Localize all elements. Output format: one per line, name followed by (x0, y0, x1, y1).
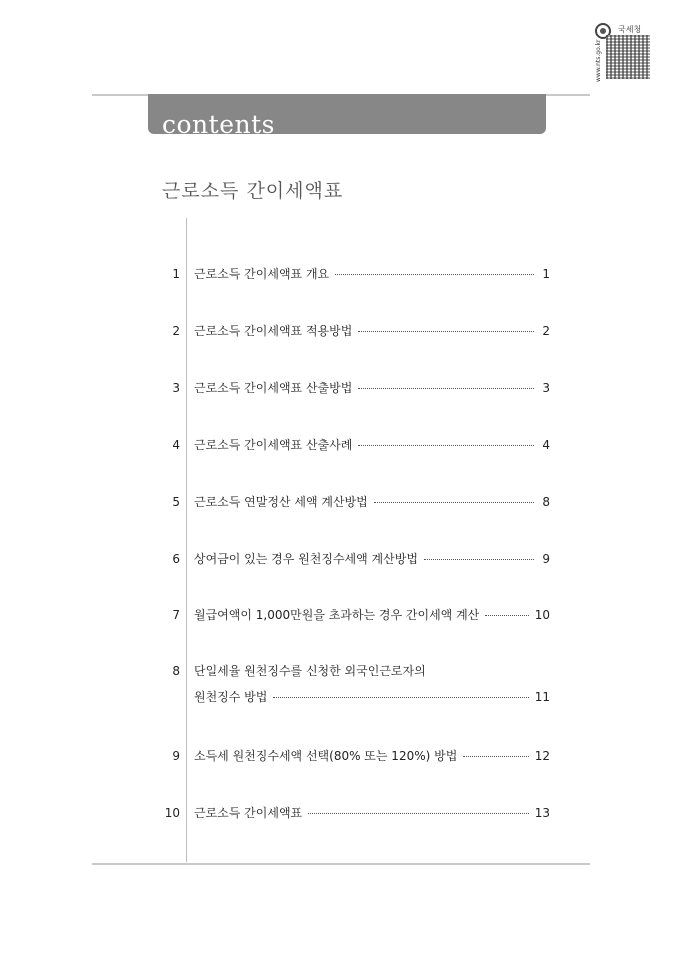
toc-leader (308, 812, 529, 814)
toc-page: 4 (542, 438, 550, 452)
toc-title: 근로소득 간이세액표 적용방법 (194, 324, 353, 338)
toc-leader (424, 558, 534, 560)
toc-number: 7 (172, 608, 180, 622)
toc-page: 9 (542, 552, 550, 566)
toc-leader (463, 755, 528, 757)
toc-title: 근로소득 간이세액표 산출방법 (194, 381, 353, 395)
toc-leader (374, 501, 534, 503)
toc-title: 근로소득 간이세액표 개요 (194, 267, 330, 281)
toc-number: 9 (172, 749, 180, 763)
toc-page: 11 (534, 690, 550, 704)
toc-title-line1: 단일세율 원천징수를 신청한 외국인근로자의 (194, 664, 426, 678)
qr-code-icon (606, 35, 650, 79)
toc-page: 2 (542, 324, 550, 338)
toc-title: 월급여액이 1,000만원을 초과하는 경우 간이세액 계산 (194, 608, 480, 622)
toc-leader (358, 330, 534, 332)
toc-title: 소득세 원천징수세액 선택(80% 또는 120%) 방법 (194, 749, 458, 763)
toc-number: 5 (172, 495, 180, 509)
toc-page: 12 (534, 749, 550, 763)
bottom-rule (92, 863, 590, 865)
toc-page: 1 (542, 267, 550, 281)
toc-number: 8 (172, 664, 180, 678)
contents-heading: contents (162, 110, 275, 139)
toc-divider (186, 218, 187, 862)
toc-title: 근로소득 간이세액표 (194, 806, 303, 820)
toc-title: 원천징수 방법 (194, 690, 268, 704)
toc-leader (273, 696, 528, 698)
toc-number: 6 (172, 552, 180, 566)
toc-number: 10 (164, 806, 180, 820)
section-title: 근로소득 간이세액표 (162, 180, 344, 202)
agency-name: 국세청 (618, 25, 642, 34)
toc-leader (358, 387, 534, 389)
toc-number: 4 (172, 438, 180, 452)
toc-page: 13 (534, 806, 550, 820)
toc-title: 상여금이 있는 경우 원천징수세액 계산방법 (194, 552, 418, 566)
toc-item[interactable] (150, 662, 550, 710)
toc-number: 2 (172, 324, 180, 338)
toc-leader (358, 444, 534, 446)
toc-page: 10 (534, 608, 550, 622)
toc-title: 근로소득 연말정산 세액 계산방법 (194, 495, 368, 509)
toc-page: 8 (542, 495, 550, 509)
toc-page: 3 (542, 381, 550, 395)
agency-url: www.nts.go.kr (595, 39, 602, 82)
agency-logo (594, 20, 656, 82)
toc-title: 근로소득 간이세액표 산출사례 (194, 438, 353, 452)
toc-leader (485, 614, 528, 616)
toc-number: 3 (172, 381, 180, 395)
toc-leader (335, 273, 534, 275)
toc-number: 1 (172, 267, 180, 281)
